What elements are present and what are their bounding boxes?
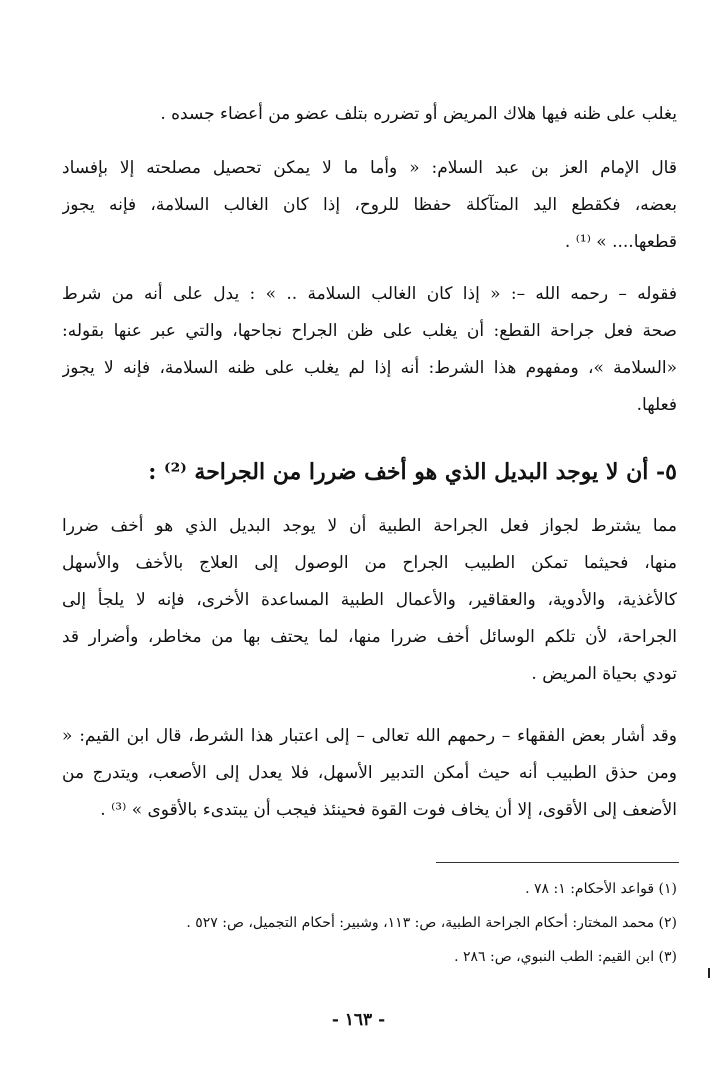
page-number: - ١٦٣ - <box>331 1010 386 1030</box>
text-line: فعلها. <box>636 395 677 415</box>
text-line: منها، فحيثما تمكن الطبيب الجراح من الوصول إلى العلاج بالأخف والأسهل <box>62 553 677 573</box>
text-line: بعضه، فكقطع اليد المتآكلة حفظا للروح، إذا كان الغالب السلامة، فإنه يجوز <box>62 195 677 215</box>
text-line: صحة فعل جراحة القطع: أن يغلب على ظن الجراح نجاحها، والتي عبر عنها بقوله: <box>62 321 677 341</box>
text-line: يغلب على ظنه فيها هلاك المريض أو تضرره بتلف عضو من أعضاء جسده . <box>160 104 677 124</box>
text-line: مما يشترط لجواز فعل الجراحة الطبية أن لا يوجد البديل الذي هو أخف ضررا <box>62 516 677 536</box>
text-line: قال الإمام العز بن عبد السلام: « وأما ما لا يمكن تحصيل مصلحته إلا بإفساد <box>62 158 677 178</box>
text-line: تودي بحياة المريض . <box>531 664 677 684</box>
text-line: قطعها.... » ⁽¹⁾ . <box>564 232 677 252</box>
section-heading: ٥- أن لا يوجد البديل الذي هو أخف ضررا من الجراحة ⁽²⁾ : <box>148 459 677 485</box>
paragraph-4 <box>62 508 677 693</box>
text-line: فقوله – رحمه الله –: « إذا كان الغالب السلامة .. » : يدل على أنه من شرط <box>62 284 677 304</box>
text-line: الجراحة، لأن تلكم الوسائل أخف ضررا منها، لما يحتف بها من مخاطر، وأضرار قد <box>62 627 677 647</box>
footnotes <box>62 872 677 974</box>
paragraph-2 <box>62 150 677 261</box>
text-line: ومن حذق الطبيب أنه حيث أمكن التدبير الأسهل، فلا يعدل إلى الأصعب، ويتدرج من <box>62 763 677 783</box>
text-line: كالأغذية، والأدوية، والعقاقير، والأعمال الطبية المساعدة الأخرى، فإنه لا يلجأ إلى <box>62 590 677 610</box>
footnote-3: (٣) ابن القيم: الطب النبوي، ص: ٢٨٦ . <box>454 949 677 965</box>
footnote-1: (١) قواعد الأحكام: ١: ٧٨ . <box>525 881 677 897</box>
text-line: «السلامة »، ومفهوم هذا الشرط: أنه إذا لم يغلب على ظنه السلامة، فإنه لا يجوز <box>62 358 677 378</box>
text-line: وقد أشار بعض الفقهاء – رحمهم الله تعالى – إلى اعتبار هذا الشرط، قال ابن القيم: « <box>62 726 677 746</box>
scan-mark <box>708 968 710 978</box>
footnote-2: (٢) محمد المختار: أحكام الجراحة الطبية، ص: ١١٣، وشبير: أحكام التجميل، ص: ٥٢٧ . <box>186 915 677 931</box>
text-line: الأضعف إلى الأقوى، إلا أن يخاف فوت القوة فحينئذ فيجب أن يبتدىء بالأقوى » ⁽³⁾ . <box>100 800 677 820</box>
paragraph-3 <box>62 276 677 424</box>
paragraph-5 <box>62 718 677 829</box>
footnote-separator <box>436 862 679 863</box>
paragraph-1 <box>62 96 677 133</box>
